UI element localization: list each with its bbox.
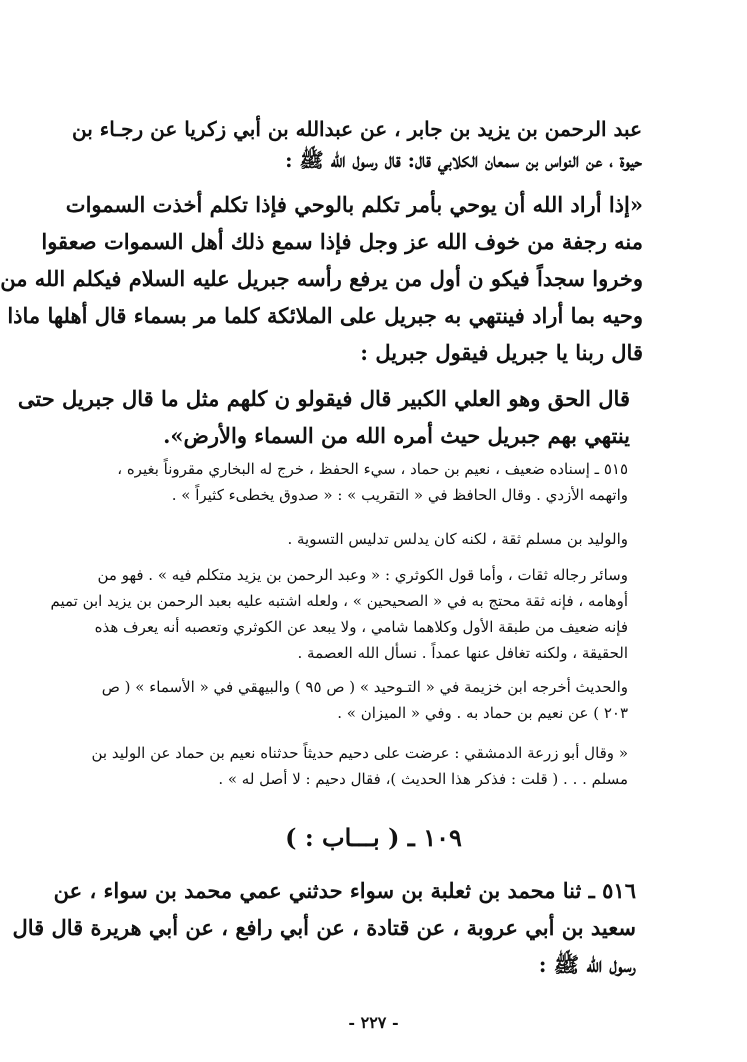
text-line: أوهامه ، فإنه ثقة محتج به في « الصحيحين » ، ولعله اشتبه عليه بعبد الرحمن بن يزيد ابن تميم (50, 592, 628, 610)
hadith-515-text (0, 186, 643, 371)
text-line: قال الحق وهو العلي الكبير قال فيقولو ن كلهم مثل ما قال جبريل حتى (17, 386, 630, 411)
text-line: وخروا سجداً فيكو ن أول من يرفع رأسه جبريل عليه السلام فيكلم الله من (0, 266, 643, 291)
text-line: سعيد بن أبي عروبة ، عن قتادة ، عن أبي رافع ، عن أبي هريرة قال قال (12, 915, 636, 940)
text-line: واتهمه الأزدي . وقال الحافظ في « التقريب » : « صدوق يخطىء كثيراً » . (171, 486, 628, 504)
hadith-515-continuation (17, 380, 630, 454)
chapter-heading: ١٠٩ ـ ( بـــاب : ) (285, 823, 462, 852)
hadith-516-text (12, 872, 636, 983)
text-line: عبد الرحمن بن يزيد بن جابر ، عن عبدالله بن أبي زكريا عن رجـاء بن (72, 117, 642, 141)
text-line: ٥١٦ ـ ثنا محمد بن ثعلبة بن سواء حدثني عمي محمد بن سواء ، عن (53, 878, 636, 903)
text-line: ينتهي بهم جبريل حيث أمره الله من السماء والأرض». (163, 423, 630, 448)
text-line: ٥١٥ ـ إسناده ضعيف ، نعيم بن حماد ، سيء الحفظ ، خرج له البخاري مقروناً بغيره ، (117, 460, 628, 478)
commentary-note-2 (287, 526, 628, 552)
commentary-note-5 (91, 740, 628, 792)
text-line: قال ربنا يا جبريل فيقول جبريل : (360, 340, 643, 365)
text-line: وسائر رجاله ثقات ، وأما قول الكوثري : « وعبد الرحمن بن يزيد متكلم فيه » . فهو من (97, 566, 628, 584)
text-line: رسول الله ﷺ : (538, 952, 636, 977)
text-line: ٢٠٣ ) عن نعيم بن حماد به . وفي « الميزان » . (337, 704, 628, 722)
commentary-note-3 (50, 562, 628, 666)
text-line: حيوة ، عن النواس بن سمعان الكلابي قال: قال رسول الله ﷺ : (285, 148, 642, 172)
commentary-note-4 (101, 674, 628, 726)
text-line: والحديث أخرجه ابن خزيمة في « التـوحيد » ( ص ٩٥ ) والبيهقي في « الأسماء » ( ص (101, 678, 628, 696)
text-line: الحقيقة ، ولكنه تغافل عنها عمداً . نسأل الله العصمة . (297, 644, 628, 662)
isnad-intro (72, 114, 642, 176)
text-line: والوليد بن مسلم ثقة ، لكنه كان يدلس تدليس التسوية . (287, 530, 628, 548)
text-line: وحيه بما أراد فينتهي به جبريل على الملائكة كلما مر بسماء قال أهلها ماذا (7, 303, 643, 328)
text-line: مسلم . . . ( قلت : فذكر هذا الحديث )، فقال دحيم : لا أصل له » . (218, 770, 628, 788)
text-line: فإنه ضعيف من طبقة الأول وكلاهما شامي ، ولا يبعد عن الكوثري وتعصبه أنه يعرف هذه (94, 618, 628, 636)
text-line: منه رجفة من خوف الله عز وجل فإذا سمع ذلك أهل السموات صعقوا (41, 229, 643, 254)
commentary-note-1 (117, 456, 628, 508)
text-line: «إذا أراد الله أن يوحي بأمر تكلم بالوحي فإذا تكلم أخذت السموات (65, 192, 643, 217)
page-number: - ٢٢٧ - (348, 1013, 399, 1032)
text-line: « وقال أبو زرعة الدمشقي : عرضت على دحيم حديثاً حدثناه نعيم بن حماد عن الوليد بن (91, 744, 628, 762)
